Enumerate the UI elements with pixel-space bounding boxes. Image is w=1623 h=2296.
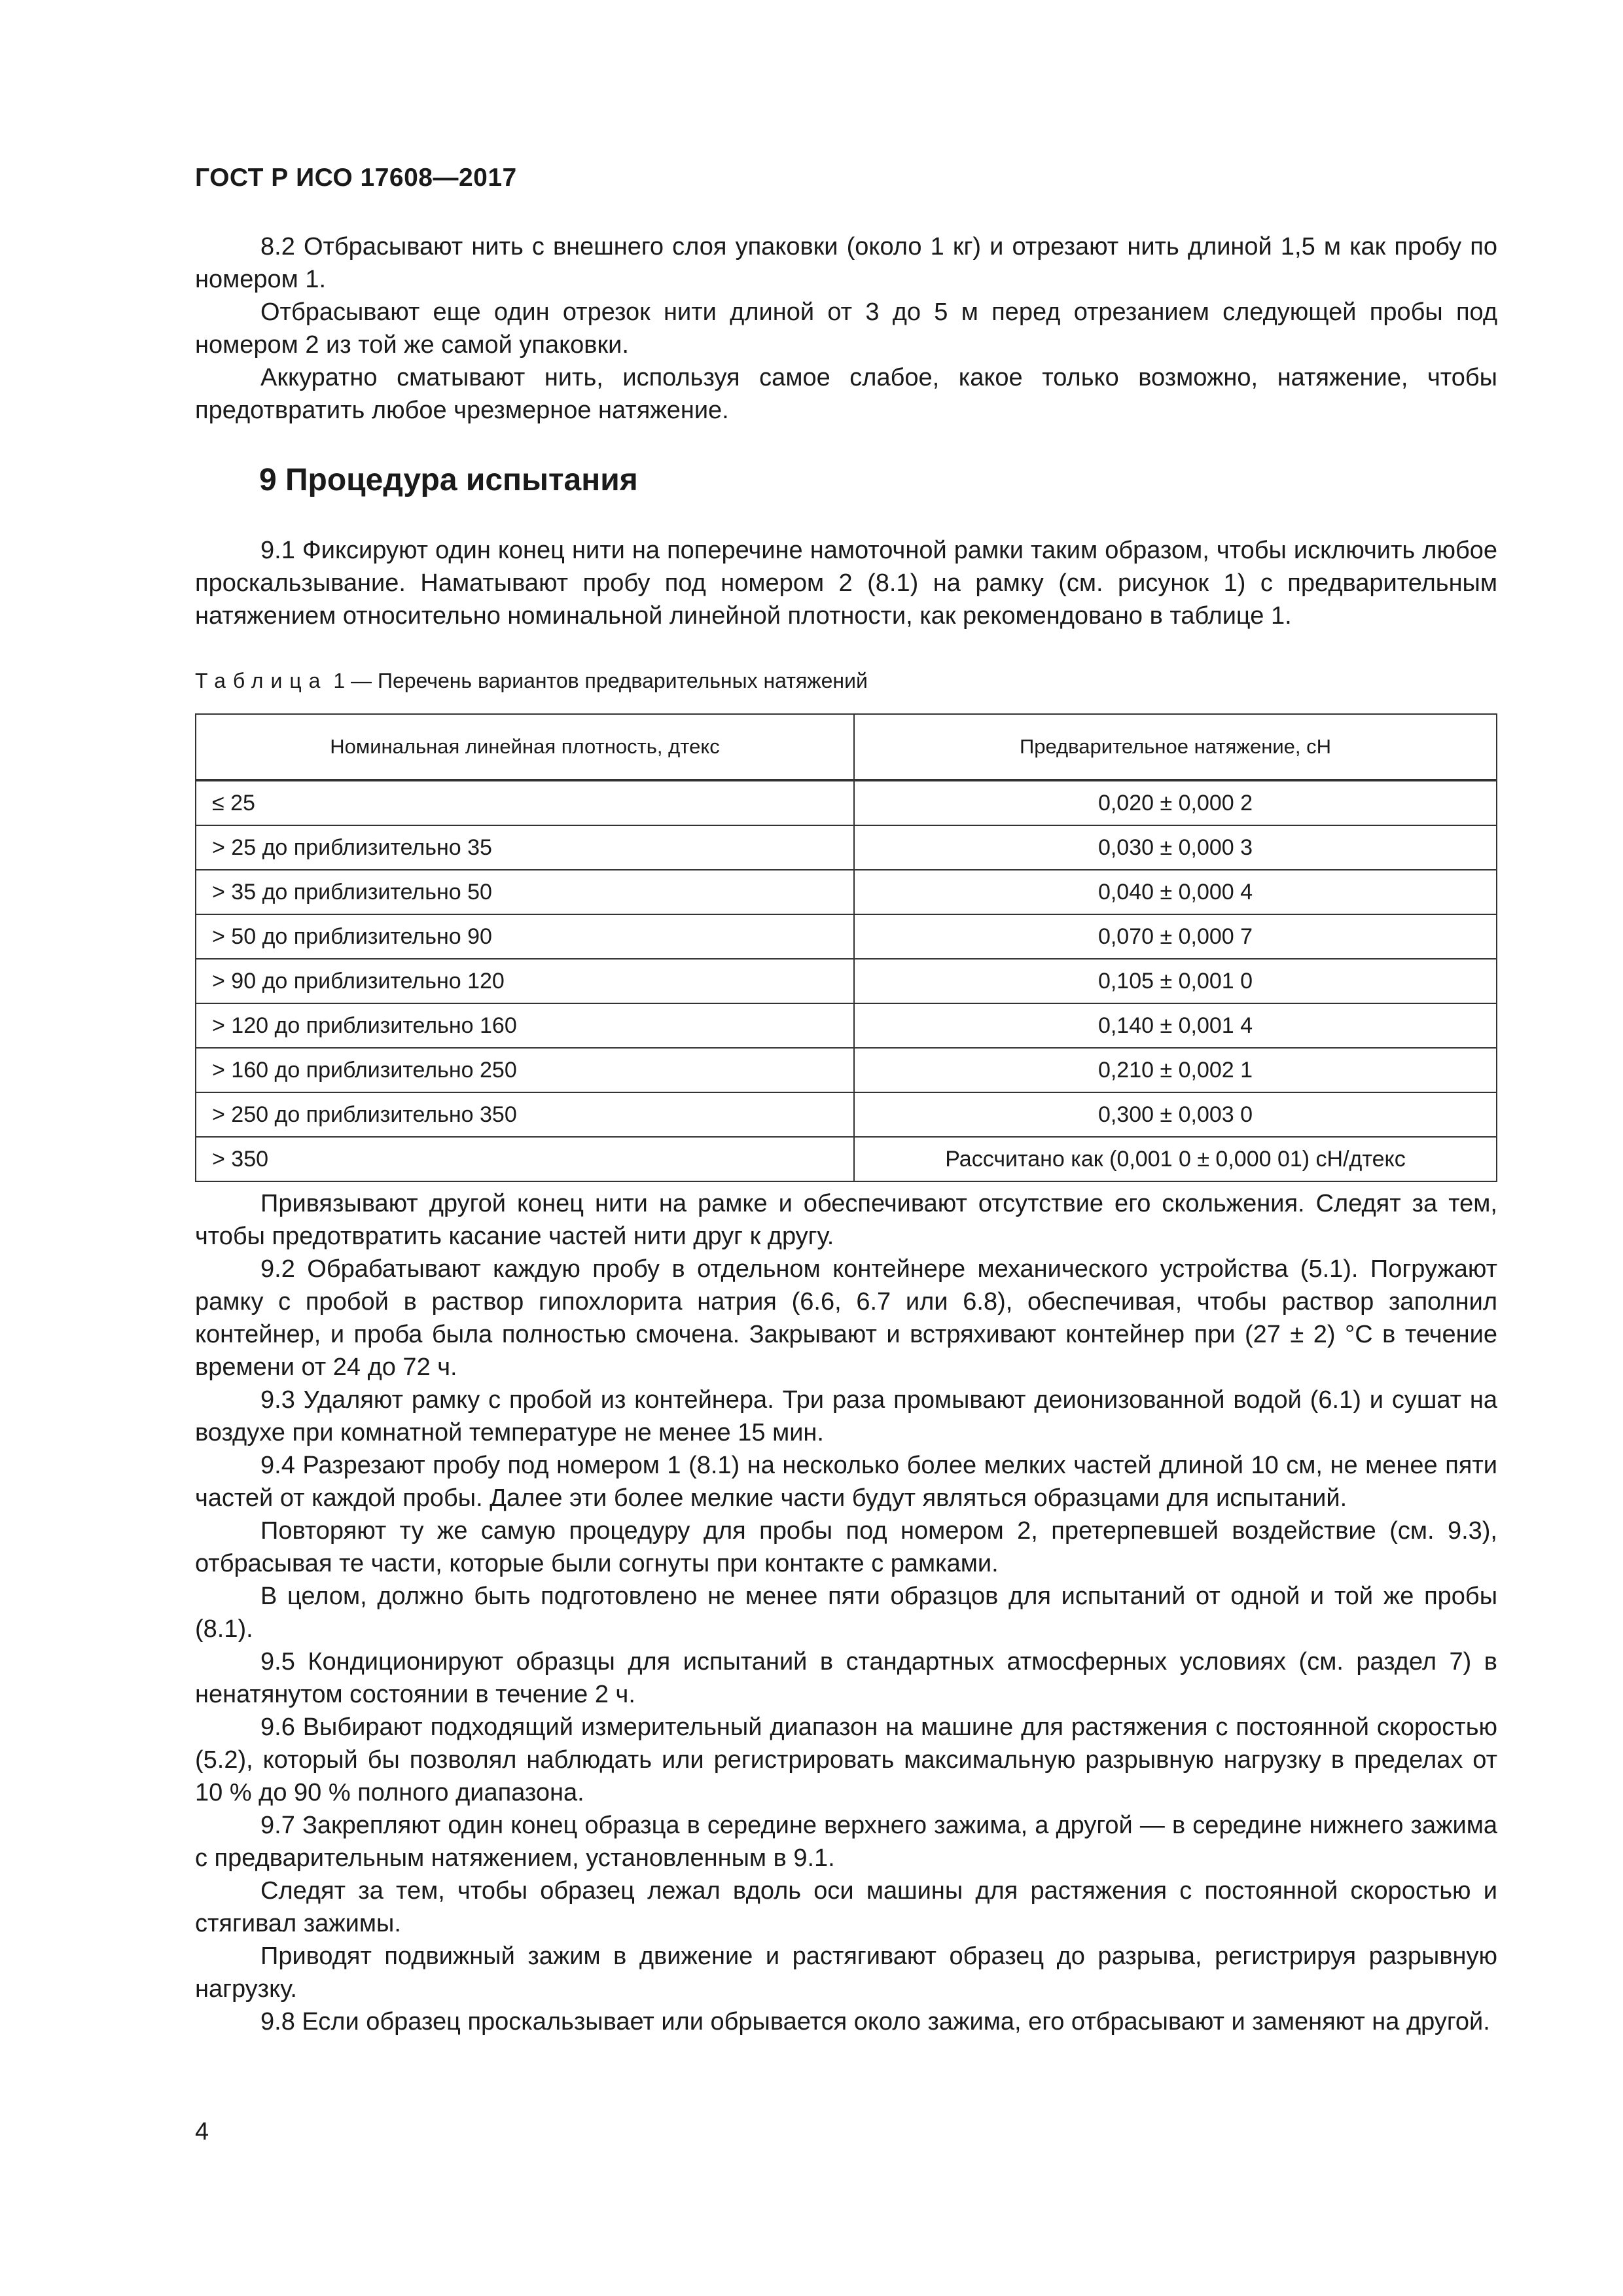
paragraph-9-7-loading: Приводят подвижный зажим в движение и растягивают образец до разрыва, регистрируя разрывную нагрузку.	[195, 1943, 1497, 2003]
section-9-title: 9 Процедура испытания	[259, 463, 638, 497]
table-row	[196, 1048, 1497, 1092]
table-cell-density: > 160 до приблизительно 250	[196, 1048, 854, 1092]
table-cell-density: > 50 до приблизительно 90	[196, 914, 854, 959]
paragraph-9-1-block	[195, 534, 1497, 632]
paragraph-9-4-summary: В целом, должно быть подготовлено не менее пяти образцов для испытаний от одной и той же пробы (8.1).	[195, 1583, 1497, 1643]
paragraph-9-1: 9.1 Фиксируют один конец нити на поперечине намоточной рамки таким образом, чтобы исключить любое проскальзывание. Наматывают пробу под номером 2 (8.1) на рамку (см. рисунок 1) с предварительным натяжением относительно номинальной линейной плотности, как рекомендовано в таблице 1.	[195, 537, 1497, 630]
paragraph-8-2: 8.2 Отбрасывают нить с внешнего слоя упаковки (около 1 кг) и отрезают нить длиной 1,5 м как пробу по номером 1.	[195, 233, 1497, 293]
intro-section	[195, 230, 1497, 427]
paragraph-8-2-winding: Аккуратно сматывают нить, используя самое слабое, какое только возможно, натяжение, чтобы предотвратить любое чрезмерное натяжение.	[195, 364, 1497, 424]
paragraph-9-2: 9.2 Обрабатывают каждую пробу в отдельном контейнере механического устройства (5.1). Погружают рамку с пробой в раствор гипохлорита натрия (6.6, 6.7 или 6.8), обеспечивая, чтобы раствор заполнил контейнер, и проба была полностью смочена. Закрывают и встряхивают контейнер при (27 ± 2) °С в течение времени от 24 до 72 ч.	[195, 1255, 1497, 1381]
table-cell-pretension: 0,210 ± 0,002 1	[854, 1048, 1497, 1092]
table-row	[196, 870, 1497, 914]
table-cell-pretension: 0,070 ± 0,000 7	[854, 914, 1497, 959]
table-cell-density: > 350	[196, 1137, 854, 1181]
paragraph-thread-fixing: Привязывают другой конец нити на рамке и обеспечивают отсутствие его скольжения. Следят за тем, чтобы предотвратить касание частей нити друг к другу.	[195, 1190, 1497, 1250]
table-cell-pretension: 0,140 ± 0,001 4	[854, 1003, 1497, 1048]
document-header: ГОСТ Р ИСО 17608—2017	[195, 164, 517, 192]
table-cell-density: > 90 до приблизительно 120	[196, 959, 854, 1003]
table-caption-text: 1 — Перечень вариантов предварительных натяжений	[333, 669, 868, 692]
table-header-density: Номинальная линейная плотность, дтекс	[196, 714, 854, 780]
table-row	[196, 959, 1497, 1003]
table-cell-density: > 35 до приблизительно 50	[196, 870, 854, 914]
table-caption-label: Таблица	[195, 669, 328, 692]
table-header-row	[196, 714, 1497, 780]
page-number: 4	[195, 2118, 209, 2145]
table-row	[196, 914, 1497, 959]
table-row	[196, 825, 1497, 870]
table-row	[196, 780, 1497, 825]
table-cell-density: ≤ 25	[196, 780, 854, 825]
table-cell-density: > 25 до приблизительно 35	[196, 825, 854, 870]
table-cell-pretension: 0,020 ± 0,000 2	[854, 780, 1497, 825]
table-cell-pretension: 0,040 ± 0,000 4	[854, 870, 1497, 914]
table-header-pretension: Предварительное натяжение, сН	[854, 714, 1497, 780]
paragraph-9-5: 9.5 Кондиционируют образцы для испытаний в стандартных атмосферных условиях (см. раздел 7) в ненатянутом состоянии в течение 2 ч.	[195, 1648, 1497, 1708]
paragraph-9-7: 9.7 Закрепляют один конец образца в середине верхнего зажима, а другой — в середине нижнего зажима с предварительным натяжением, установленным в 9.1.	[195, 1812, 1497, 1872]
paragraph-9-7-alignment: Следят за тем, чтобы образец лежал вдоль оси машины для растяжения с постоянной скоростью и стягивал зажимы.	[195, 1877, 1497, 1937]
table-row	[196, 1092, 1497, 1137]
table-cell-density: > 250 до приблизительно 350	[196, 1092, 854, 1137]
pretension-table	[195, 713, 1497, 1182]
table-cell-density: > 120 до приблизительно 160	[196, 1003, 854, 1048]
table-row	[196, 1003, 1497, 1048]
paragraph-9-3: 9.3 Удаляют рамку с пробой из контейнера. Три раза промывают деионизованной водой (6.1) и сушат на воздухе при комнатной температуре не менее 15 мин.	[195, 1386, 1497, 1446]
table-cell-pretension: 0,105 ± 0,001 0	[854, 959, 1497, 1003]
procedure-section	[195, 1187, 1497, 2038]
table-cell-pretension: Рассчитано как (0,001 0 ± 0,000 01) сН/дтекс	[854, 1137, 1497, 1181]
paragraph-9-8: 9.8 Если образец проскальзывает или обрывается около зажима, его отбрасывают и заменяют на другой.	[260, 2008, 1490, 2036]
paragraph-8-2-continued: Отбрасывают еще один отрезок нити длиной от 3 до 5 м перед отрезанием следующей пробы под номером 2 из той же самой упаковки.	[195, 298, 1497, 359]
paragraph-9-6: 9.6 Выбирают подходящий измерительный диапазон на машине для растяжения с постоянной скоростью (5.2), который бы позволял наблюдать или регистрировать максимальную разрывную нагрузку в пределах от 10 % до 90 % полного диапазона.	[195, 1713, 1497, 1806]
table-caption	[195, 669, 868, 693]
paragraph-9-4-repeat: Повторяют ту же самую процедуру для пробы под номером 2, претерпевшей воздействие (см. 9.3), отбрасывая те части, которые были согнуты при контакте с рамками.	[195, 1517, 1497, 1577]
table-cell-pretension: 0,030 ± 0,000 3	[854, 825, 1497, 870]
table-cell-pretension: 0,300 ± 0,003 0	[854, 1092, 1497, 1137]
table-row	[196, 1137, 1497, 1181]
paragraph-9-4: 9.4 Разрезают пробу под номером 1 (8.1) на несколько более мелких частей длиной 10 см, не менее пяти частей от каждой пробы. Далее эти более мелкие части будут являться образцами для испытаний.	[195, 1452, 1497, 1512]
